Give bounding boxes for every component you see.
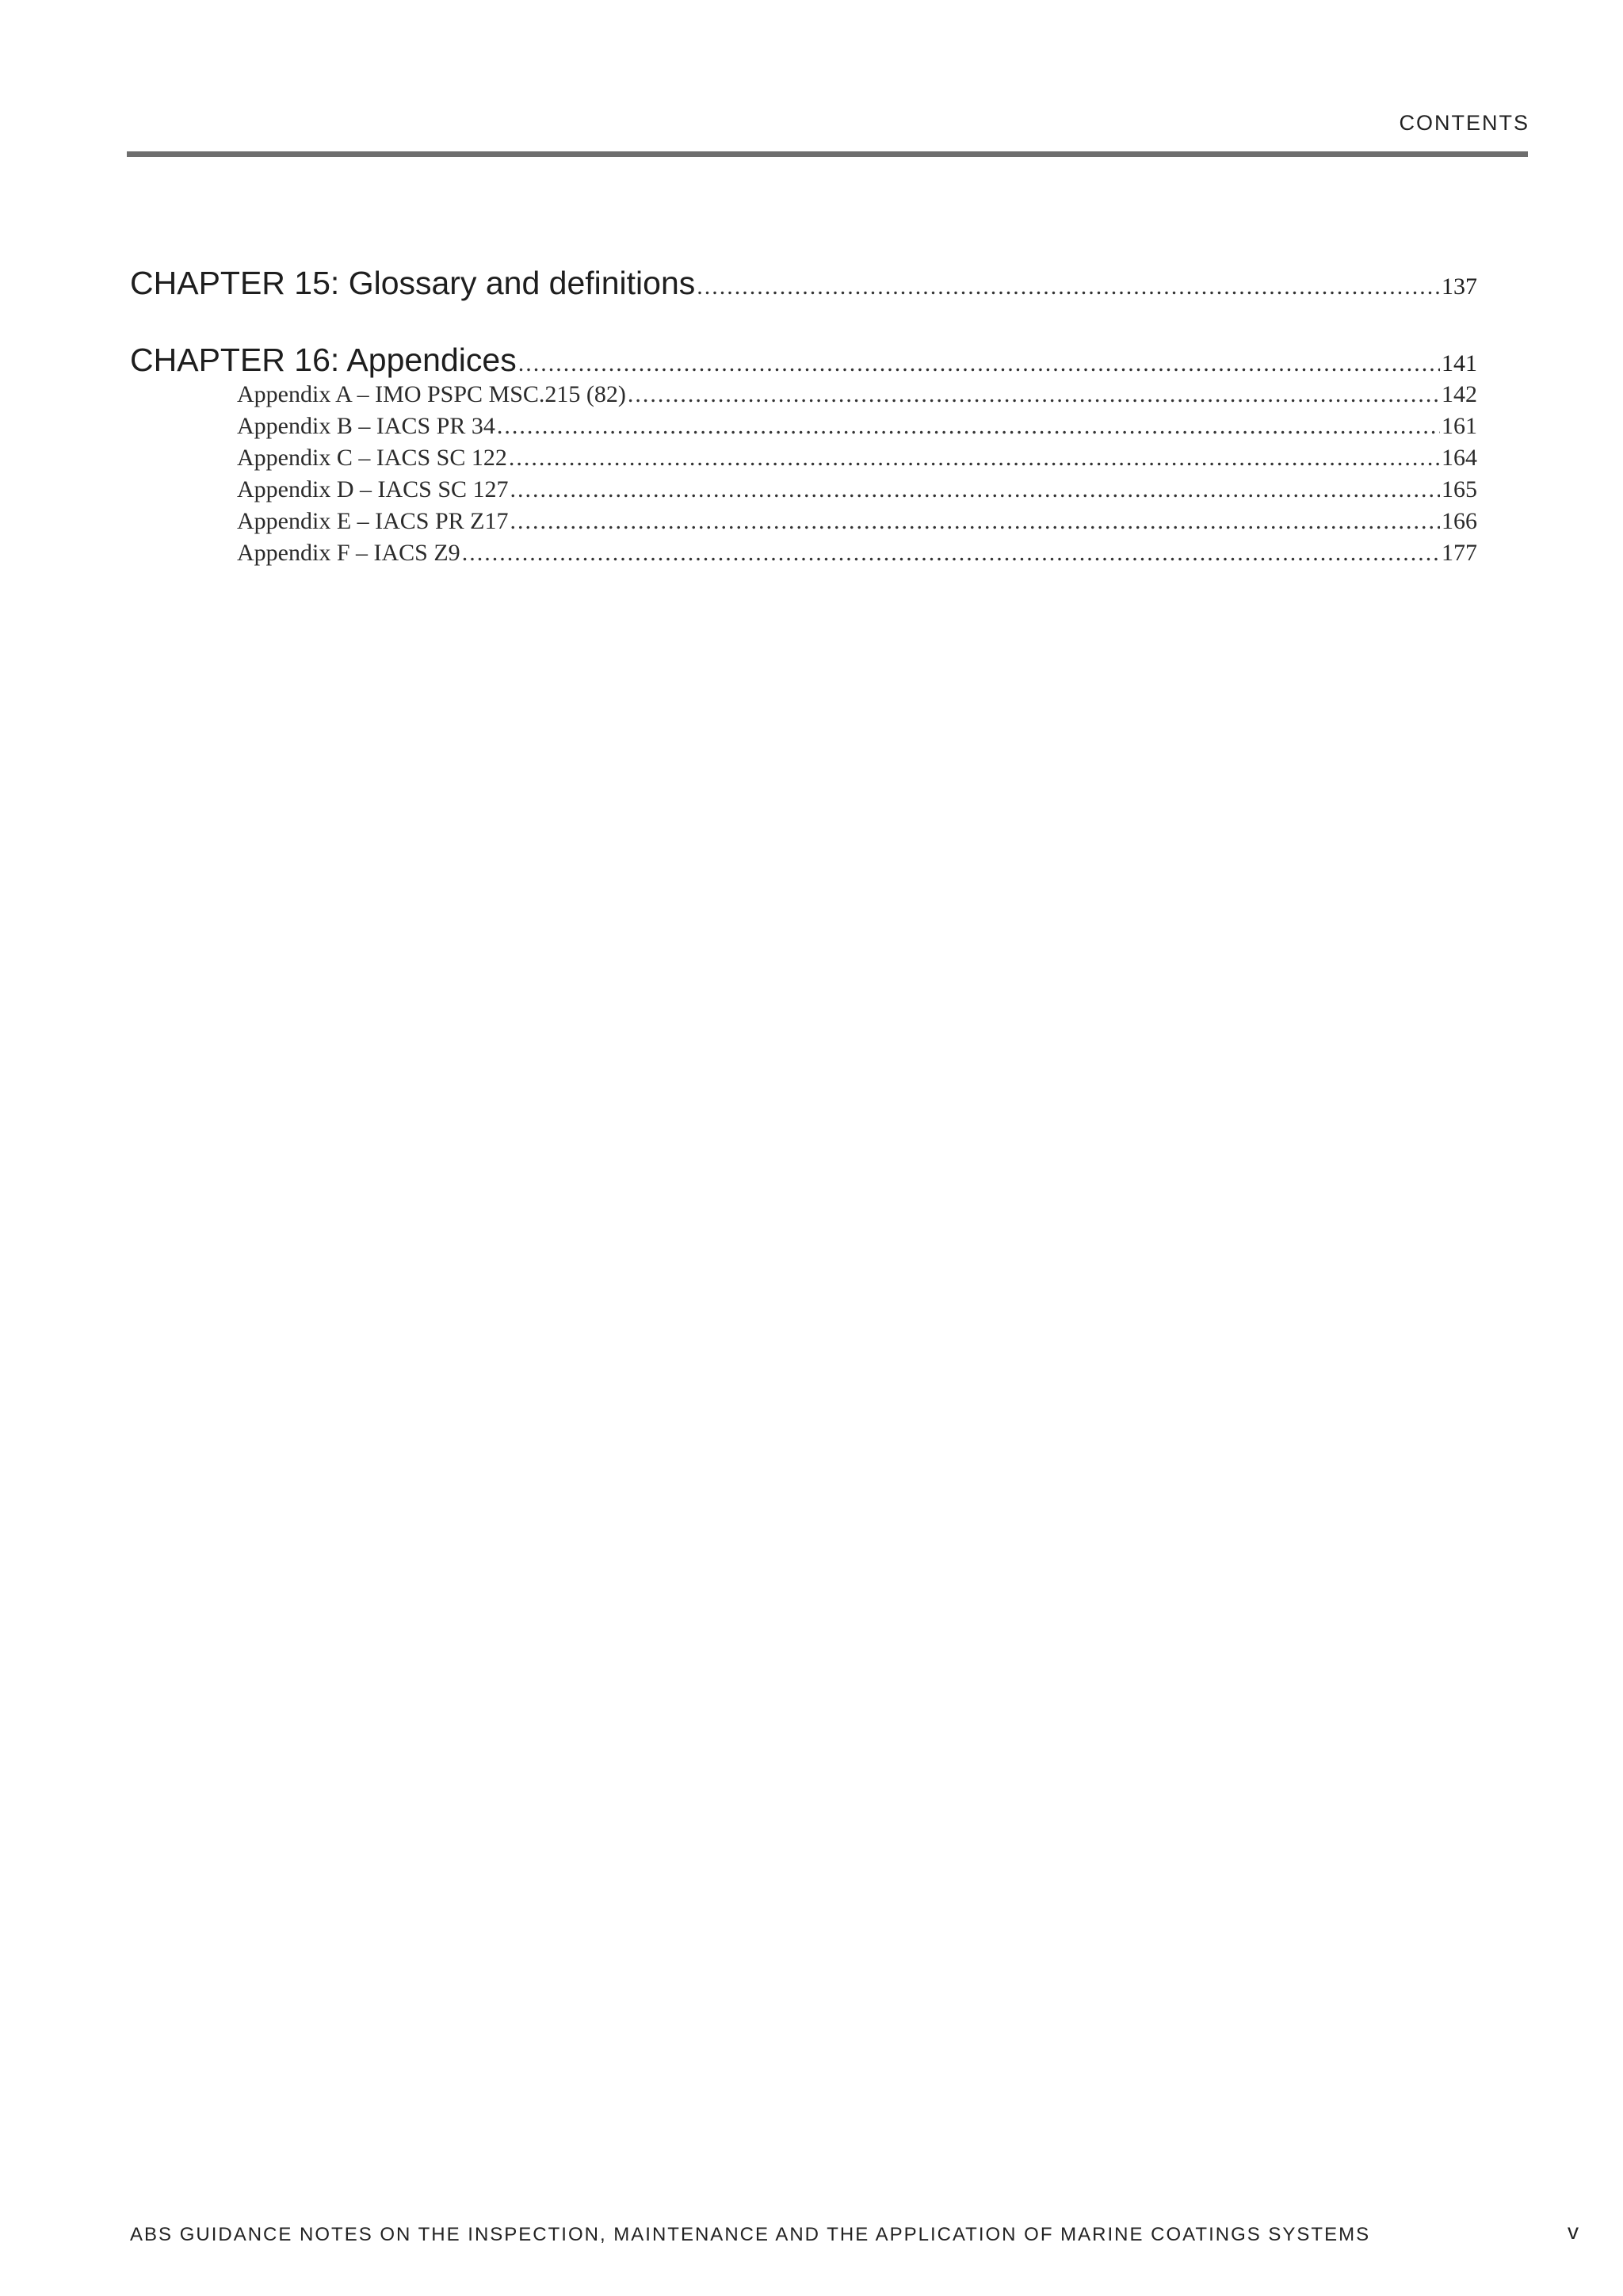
- dot-leader: [497, 411, 1440, 442]
- toc-page-number: 166: [1442, 508, 1477, 534]
- toc-appendix-b[interactable]: [130, 411, 1477, 442]
- toc-appendix-label: Appendix A – IMO PSPC MSC.215 (82): [237, 381, 626, 407]
- toc-appendix-label: Appendix B – IACS PR 34: [237, 413, 495, 439]
- header-rule: [127, 151, 1528, 157]
- footer-publication-title: ABS GUIDANCE NOTES ON THE INSPECTION, MAINTENANCE AND THE APPLICATION OF MARINE COATINGS SYSTEMS: [130, 2224, 1371, 2245]
- toc-appendix-label: Appendix D – IACS SC 127: [237, 476, 509, 502]
- dot-leader: [510, 506, 1440, 537]
- toc-appendix-a[interactable]: [130, 379, 1477, 411]
- toc-appendix-label: Appendix C – IACS SC 122: [237, 445, 507, 471]
- dot-leader: [509, 442, 1440, 474]
- toc-appendix-e[interactable]: [130, 506, 1477, 537]
- footer-page-number: v: [1568, 2219, 1579, 2244]
- toc-appendix-c[interactable]: [130, 442, 1477, 474]
- running-head: CONTENTS: [1399, 111, 1529, 135]
- dot-leader: [510, 474, 1440, 506]
- toc-page-number: 164: [1442, 445, 1477, 471]
- toc-page-number: 137: [1442, 273, 1477, 300]
- toc-page-number: 141: [1442, 350, 1477, 376]
- toc-appendix-label: Appendix F – IACS Z9: [237, 540, 460, 566]
- toc-chapter-15[interactable]: [130, 265, 1477, 302]
- toc-page-number: 142: [1442, 381, 1477, 407]
- dot-leader: [628, 379, 1440, 411]
- toc-appendix-f[interactable]: [130, 537, 1477, 569]
- toc-chapter-label: CHAPTER 15: Glossary and definitions: [130, 265, 696, 301]
- dot-leader: [697, 273, 1440, 300]
- dot-leader: [462, 537, 1440, 569]
- toc-page-number: 165: [1442, 476, 1477, 502]
- toc-appendix-d[interactable]: [130, 474, 1477, 506]
- toc-page-number: 177: [1442, 540, 1477, 566]
- toc-page-number: 161: [1442, 413, 1477, 439]
- toc-appendix-label: Appendix E – IACS PR Z17: [237, 508, 509, 534]
- dot-leader: [518, 350, 1440, 377]
- toc-chapter-16[interactable]: [130, 342, 1477, 379]
- appendix-list: [130, 379, 1477, 569]
- toc-chapter-label: CHAPTER 16: Appendices: [130, 342, 517, 378]
